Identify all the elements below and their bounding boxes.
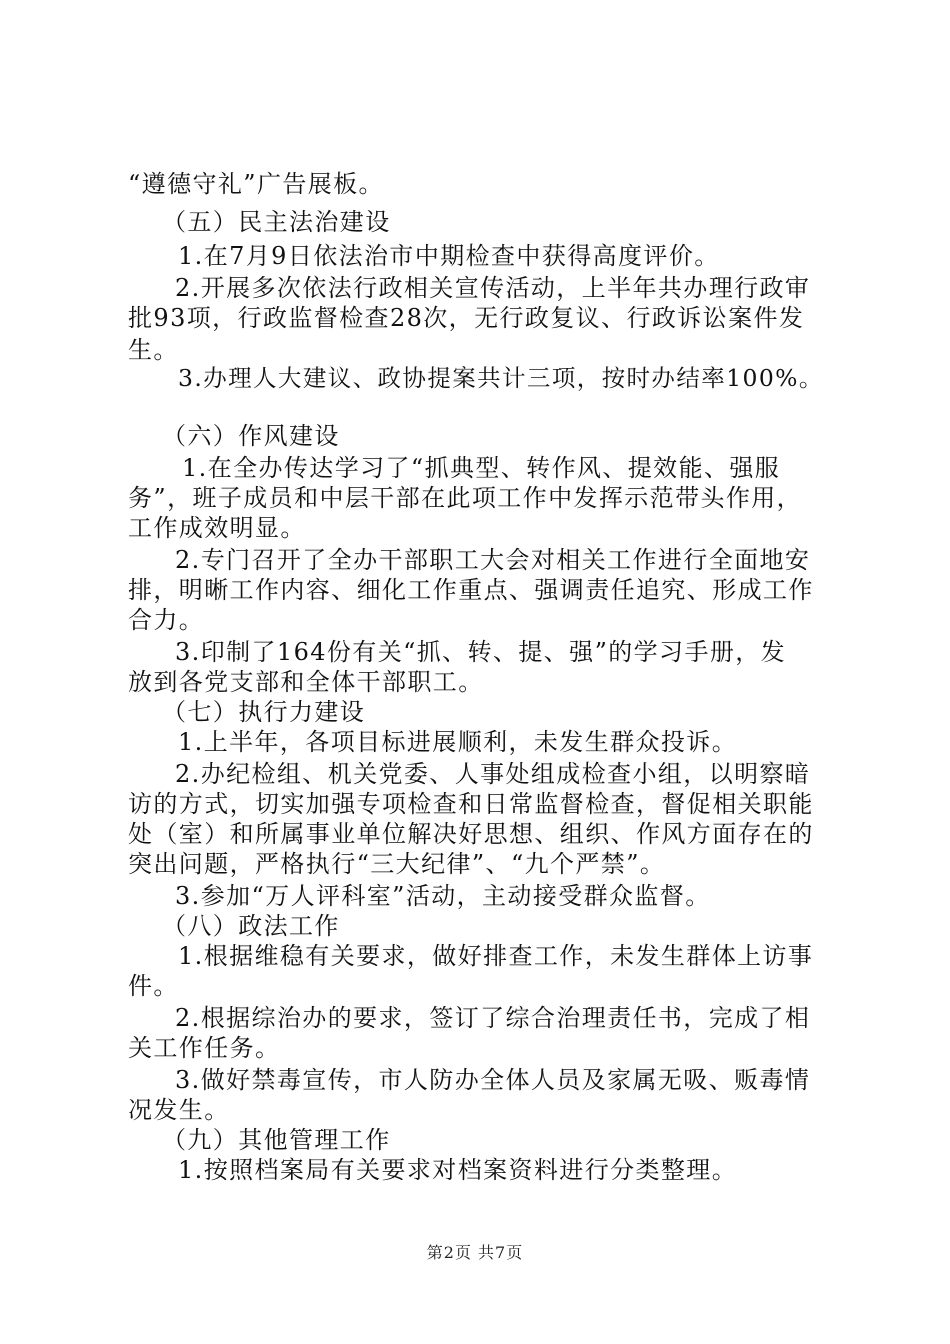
paragraph-line: 件。 — [128, 972, 179, 1000]
paragraph-line: 3.做好禁毒宣传，市人防办全体人员及家属无吸、贩毒情 — [175, 1066, 811, 1094]
paragraph-line: 2.专门召开了全办干部职工大会对相关工作进行全面地安 — [175, 546, 811, 574]
paragraph-line: 突出问题，严格执行“三大纪律”、“九个严禁”。 — [128, 850, 666, 878]
paragraph-line: 1.在7月9日依法治市中期检查中获得高度评价。 — [178, 242, 720, 270]
paragraph-line: 生。 — [128, 336, 179, 364]
paragraph-line: 务”，班子成员和中层干部在此项工作中发挥示范带头作用， — [128, 484, 803, 512]
paragraph-line: 1.上半年，各项目标进展顺利，未发生群众投诉。 — [178, 728, 738, 756]
paragraph-line: 1.根据维稳有关要求，做好排查工作，未发生群体上访事 — [178, 942, 814, 970]
paragraph-line: 放到各党支部和全体干部职工。 — [128, 668, 484, 696]
paragraph-line: 3.印制了164份有关“抓、转、提、强”的学习手册，发 — [175, 638, 787, 666]
paragraph-line: 3.办理人大建议、政协提案共计三项，按时办结率100%。 — [178, 364, 824, 392]
section-heading: （九）其他管理工作 — [162, 1126, 391, 1154]
paragraph-line: 处（室）和所属事业单位解决好思想、组织、作风方面存在的 — [128, 820, 814, 848]
page-number-footer: 第2页 共7页 — [426, 1243, 524, 1262]
paragraph-line: 3.参加“万人评科室”活动，主动接受群众监督。 — [175, 882, 711, 910]
paragraph-line: 访的方式，切实加强专项检查和日常监督检查，督促相关职能 — [128, 790, 814, 818]
section-heading: （六）作风建设 — [162, 422, 340, 450]
paragraph-line: 2.根据综治办的要求，签订了综合治理责任书，完成了相 — [175, 1004, 811, 1032]
paragraph-line: 1.按照档案局有关要求对档案资料进行分类整理。 — [178, 1156, 738, 1184]
paragraph-line: 1.在全办传达学习了“抓典型、转作风、提效能、强服 — [182, 454, 781, 482]
paragraph-line: 况发生。 — [128, 1096, 230, 1124]
paragraph-line: 合力。 — [128, 606, 205, 634]
section-heading: （五）民主法治建设 — [162, 208, 391, 236]
paragraph-line: 2.办纪检组、机关党委、人事处组成检查小组，以明察暗 — [175, 760, 811, 788]
paragraph-line: 关工作任务。 — [128, 1034, 281, 1062]
paragraph-line: “遵德守礼”广告展板。 — [128, 170, 384, 198]
paragraph-line: 排，明晰工作内容、细化工作重点、强调责任追究、形成工作 — [128, 576, 814, 604]
paragraph-line: 工作成效明显。 — [128, 514, 306, 542]
paragraph-line: 批93项，行政监督检查28次，无行政复议、行政诉讼案件发 — [128, 304, 805, 332]
paragraph-line: 2.开展多次依法行政相关宣传活动，上半年共办理行政审 — [175, 274, 811, 302]
section-heading: （七）执行力建设 — [162, 698, 366, 726]
section-heading: （八）政法工作 — [162, 912, 340, 940]
